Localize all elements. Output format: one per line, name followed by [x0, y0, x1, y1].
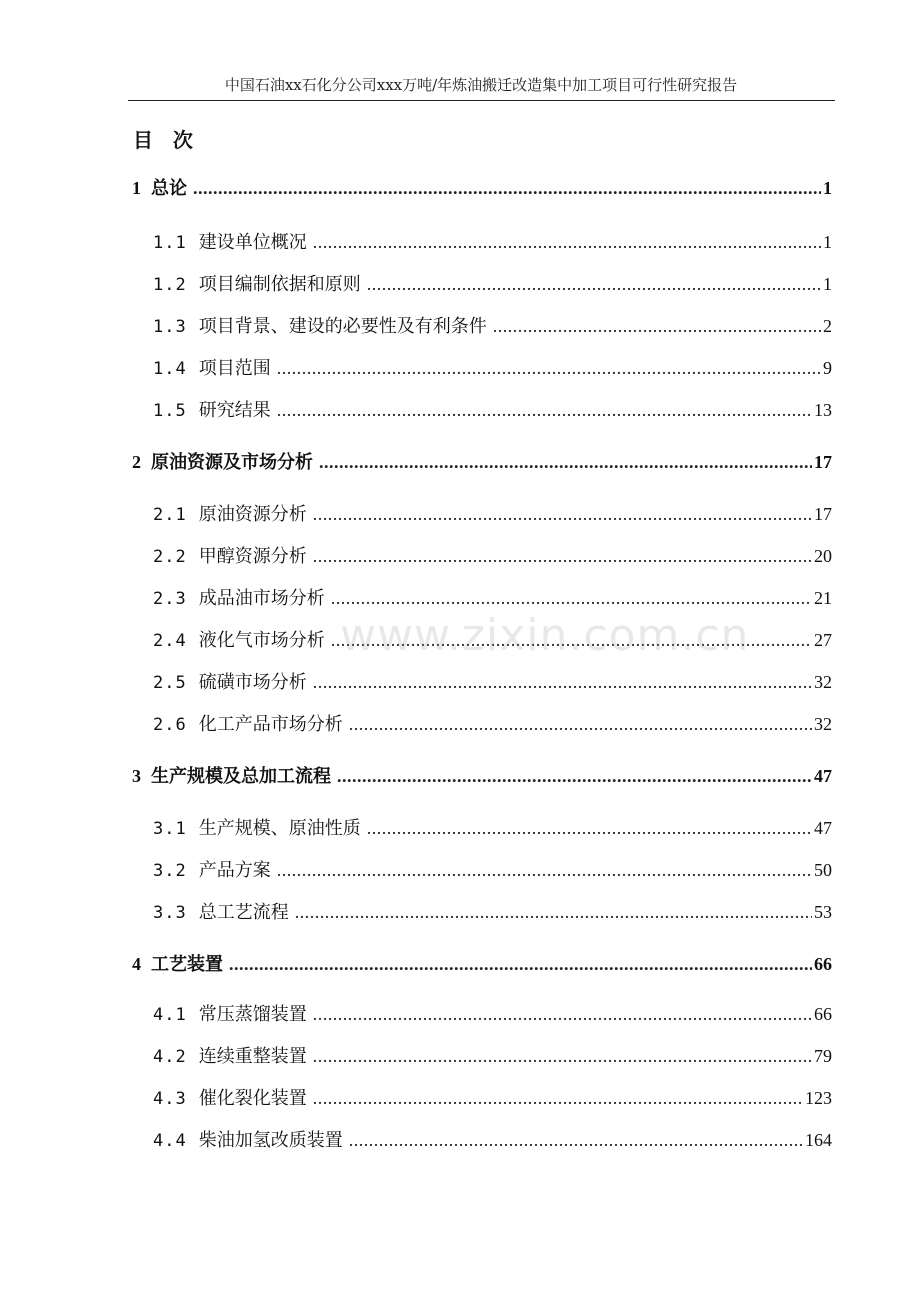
toc-entry-label: 项目背景、建设的必要性及有利条件 [198, 316, 487, 337]
toc-entry-label: 总论 [151, 178, 187, 199]
toc-dot-leader [277, 860, 812, 881]
toc-entry[interactable] [132, 762, 832, 788]
toc-entry-label: 成品油市场分析 [198, 588, 325, 609]
toc-dot-leader [193, 178, 821, 199]
toc-entry-label: 甲醇资源分析 [198, 546, 307, 567]
toc-dot-leader [277, 358, 821, 379]
toc-entry-label: 项目范围 [198, 358, 271, 379]
toc-entry-page: 47 [814, 766, 832, 786]
toc-entry-label: 原油资源及市场分析 [151, 452, 313, 473]
toc-dot-leader [493, 316, 821, 337]
toc-entry[interactable] [153, 1126, 832, 1152]
toc-entry-number: 4.3 [153, 1089, 187, 1109]
toc-entry-number: 2.3 [153, 589, 187, 609]
toc-entry[interactable] [153, 228, 832, 254]
toc-dot-leader [313, 672, 812, 693]
toc-entry-page: 9 [823, 358, 832, 378]
toc-entry-page: 27 [814, 630, 832, 650]
toc-entry-number: 4.2 [153, 1047, 187, 1067]
toc-entry-number: 2.2 [153, 547, 187, 567]
toc-entry[interactable] [153, 668, 832, 694]
toc-entry-label: 工艺装置 [151, 954, 223, 975]
toc-entry-label: 项目编制依据和原则 [198, 274, 361, 295]
toc-entry-page: 1 [823, 232, 832, 252]
toc-entry-number: 3.2 [153, 861, 187, 881]
toc-entry[interactable] [132, 950, 832, 976]
toc-entry-page: 32 [814, 714, 832, 734]
toc-entry[interactable] [153, 500, 832, 526]
toc-entry-page: 1 [823, 178, 832, 198]
toc-dot-leader [367, 818, 812, 839]
toc-entry-number: 3.1 [153, 819, 187, 839]
toc-entry[interactable] [153, 856, 832, 882]
toc-entry[interactable] [132, 174, 832, 200]
toc-entry-number: 2.1 [153, 505, 187, 525]
toc-entry[interactable] [153, 396, 832, 422]
toc-entry-label: 生产规模、原油性质 [198, 818, 361, 839]
toc-entry-page: 21 [814, 588, 832, 608]
toc-entry[interactable] [153, 898, 832, 924]
toc-entry-number: 4.1 [153, 1005, 187, 1025]
toc-entry-page: 20 [814, 546, 832, 566]
toc-entry-number: 3.3 [153, 903, 187, 923]
toc-entry-page: 123 [805, 1088, 832, 1108]
toc-entry-page: 2 [823, 316, 832, 336]
toc-dot-leader [313, 1004, 812, 1025]
toc-entry-label: 产品方案 [198, 860, 271, 881]
toc-dot-leader [313, 232, 821, 253]
toc-entry-number: 1.4 [153, 359, 187, 379]
running-header: 中国石油xx石化分公司xxx万吨/年炼油搬迁改造集中加工项目可行性研究报告 [224, 76, 738, 94]
toc-dot-leader [313, 1088, 803, 1109]
toc-entry-page: 53 [814, 902, 832, 922]
toc-entry-label: 液化气市场分析 [198, 630, 325, 651]
toc-entry[interactable] [153, 584, 832, 610]
toc-dot-leader [313, 546, 812, 567]
toc-entry-page: 17 [814, 504, 832, 524]
toc-entry-number: 1.3 [153, 317, 187, 337]
toc-entry-page: 66 [814, 954, 832, 974]
toc-entry[interactable] [153, 1042, 832, 1068]
toc-dot-leader [331, 588, 812, 609]
toc-entry-page: 66 [814, 1004, 832, 1024]
toc-entry-page: 32 [814, 672, 832, 692]
toc-entry-number: 1.2 [153, 275, 187, 295]
toc-entry-page: 13 [814, 400, 832, 420]
toc-entry-label: 催化裂化装置 [198, 1088, 307, 1109]
toc-dot-leader [313, 504, 812, 525]
toc-entry-page: 47 [814, 818, 832, 838]
toc-entry-page: 164 [805, 1130, 832, 1150]
toc-entry[interactable] [132, 448, 832, 474]
toc-entry-label: 生产规模及总加工流程 [151, 766, 331, 787]
toc-entry-label: 化工产品市场分析 [198, 714, 343, 735]
toc-dot-leader [367, 274, 821, 295]
toc-dot-leader [349, 714, 812, 735]
toc-dot-leader [277, 400, 812, 421]
toc-entry-number: 2 [132, 452, 141, 472]
toc-dot-leader [229, 954, 812, 975]
toc-dot-leader [349, 1130, 803, 1151]
toc-entry[interactable] [153, 710, 832, 736]
toc-entry[interactable] [153, 270, 832, 296]
toc-dot-leader [319, 452, 812, 473]
toc-entry[interactable] [153, 1000, 832, 1026]
toc-title-text: 目 次 [133, 128, 195, 152]
toc-entry-label: 常压蒸馏装置 [198, 1004, 307, 1025]
toc-entry-label: 柴油加氢改质装置 [198, 1130, 343, 1151]
toc-entry[interactable] [153, 542, 832, 568]
toc-entry-page: 50 [814, 860, 832, 880]
toc-entry-number: 2.6 [153, 715, 187, 735]
toc-entry-page: 17 [814, 452, 832, 472]
toc-dot-leader [313, 1046, 812, 1067]
toc-entry-label: 连续重整装置 [198, 1046, 307, 1067]
toc-entry-page: 79 [814, 1046, 832, 1066]
toc-entry-label: 建设单位概况 [198, 232, 307, 253]
toc-entry-number: 1.5 [153, 401, 187, 421]
toc-entry-number: 4.4 [153, 1131, 187, 1151]
toc-entry-number: 1.1 [153, 233, 187, 253]
toc-entry-number: 4 [132, 954, 141, 974]
toc-entry[interactable] [153, 1084, 832, 1110]
toc-entry-label: 硫磺市场分析 [198, 672, 307, 693]
toc-dot-leader [337, 766, 812, 787]
toc-entry[interactable] [153, 354, 832, 380]
toc-entry-page: 1 [823, 274, 832, 294]
toc-entry[interactable] [153, 312, 832, 338]
toc-entry-number: 2.4 [153, 631, 187, 651]
toc-dot-leader [295, 902, 812, 923]
toc-entry-number: 3 [132, 766, 141, 786]
toc-entry-label: 总工艺流程 [198, 902, 289, 923]
toc-entry-number: 1 [132, 178, 141, 198]
toc-entry[interactable] [153, 814, 832, 840]
toc-entry-label: 原油资源分析 [198, 504, 307, 525]
toc-entry-label: 研究结果 [198, 400, 271, 421]
watermark: www.zixin.com.cn [340, 610, 750, 661]
toc-entry-number: 2.5 [153, 673, 187, 693]
